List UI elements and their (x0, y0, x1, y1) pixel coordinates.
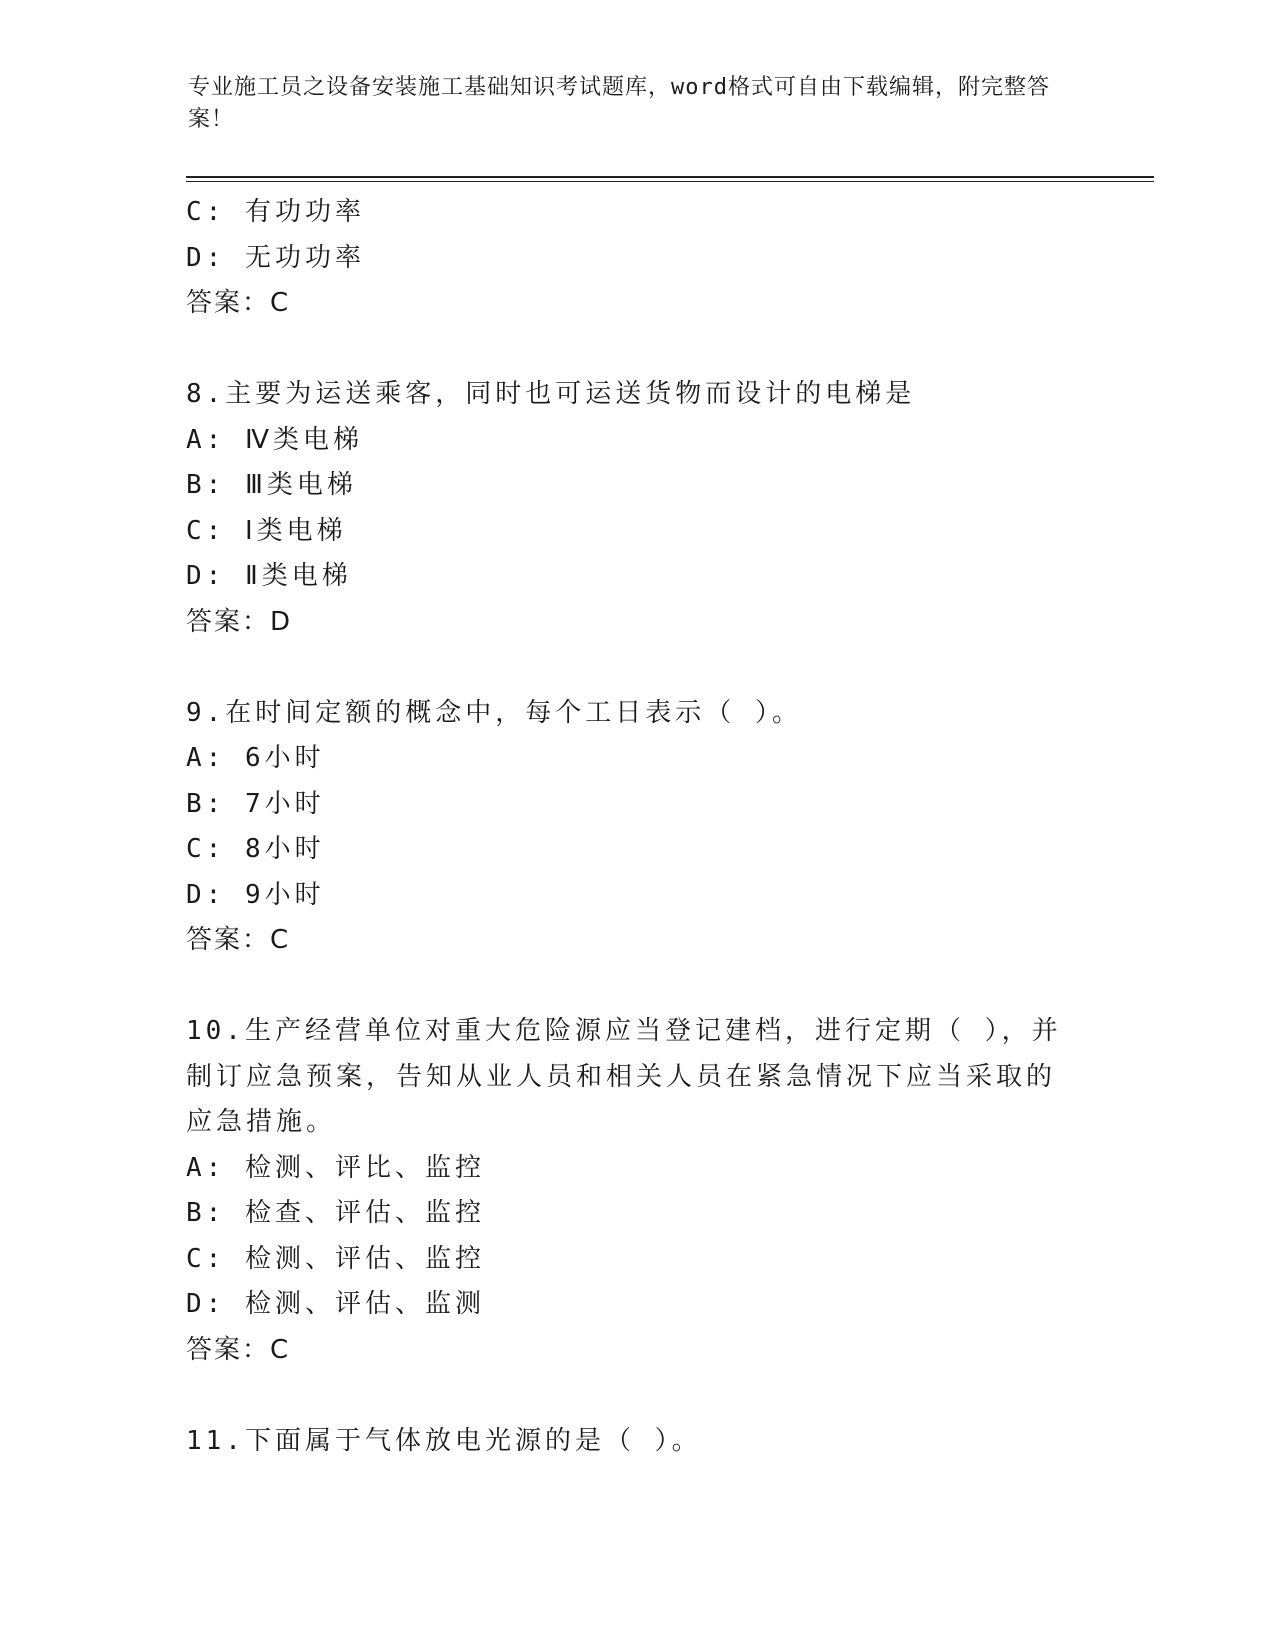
option-b: B: 检查、评估、监控 (186, 1198, 485, 1228)
question-9 (186, 691, 1086, 964)
option-d: D: 检测、评估、监测 (186, 1289, 485, 1319)
option-a: A: 检测、评比、监控 (186, 1152, 485, 1183)
question-10 (186, 1009, 1086, 1373)
option-d: D: 9小时 (186, 879, 325, 910)
answer-line: 答案：C (186, 925, 291, 955)
question-text: 8.主要为运送乘客，同时也可运送货物而设计的电梯是 (186, 379, 916, 409)
spacer (186, 327, 1086, 373)
option-c: C: 有功功率 (186, 197, 365, 227)
question-8 (186, 372, 1086, 645)
option-a: A: 6小时 (186, 743, 325, 773)
answer-line: 答案：D (186, 606, 293, 637)
header-divider-thin (186, 181, 1154, 182)
spacer (186, 964, 1086, 1010)
option-d: D: Ⅱ类电梯 (186, 561, 352, 591)
answer-line: 答案：C (186, 1334, 291, 1365)
spacer (186, 645, 1086, 691)
option-b: B: Ⅲ类电梯 (186, 470, 357, 500)
question-text: 11.下面属于气体放电光源的是（ ）。 (186, 1425, 702, 1456)
option-c: C: 检测、评估、监控 (186, 1243, 485, 1274)
header-title: 专业施工员之设备安装施工基础知识考试题库，word格式可自由下载编辑，附完整答案！ (188, 75, 1050, 132)
spacer (186, 1373, 1086, 1419)
option-b: B: 7小时 (186, 788, 325, 819)
document-header (188, 72, 1068, 136)
question-text: 9.在时间定额的概念中，每个工日表示（ ）。 (186, 697, 802, 728)
question-7-continued (186, 190, 1086, 327)
option-d: D: 无功功率 (186, 242, 365, 273)
option-c: C: Ⅰ类电梯 (186, 515, 347, 546)
question-11 (186, 1419, 1086, 1465)
question-text: 10.生产经营单位对重大危险源应当登记建档，进行定期（ ），并制订应急预案，告知从业人员和相关人员在紧急情况下应当采取的应急措施。 (186, 1016, 1062, 1137)
header-divider (186, 176, 1154, 178)
question-list (186, 190, 1086, 1464)
option-a: A: Ⅳ类电梯 (186, 424, 363, 455)
option-c: C: 8小时 (186, 834, 325, 864)
answer-line: 答案：C (186, 288, 291, 318)
